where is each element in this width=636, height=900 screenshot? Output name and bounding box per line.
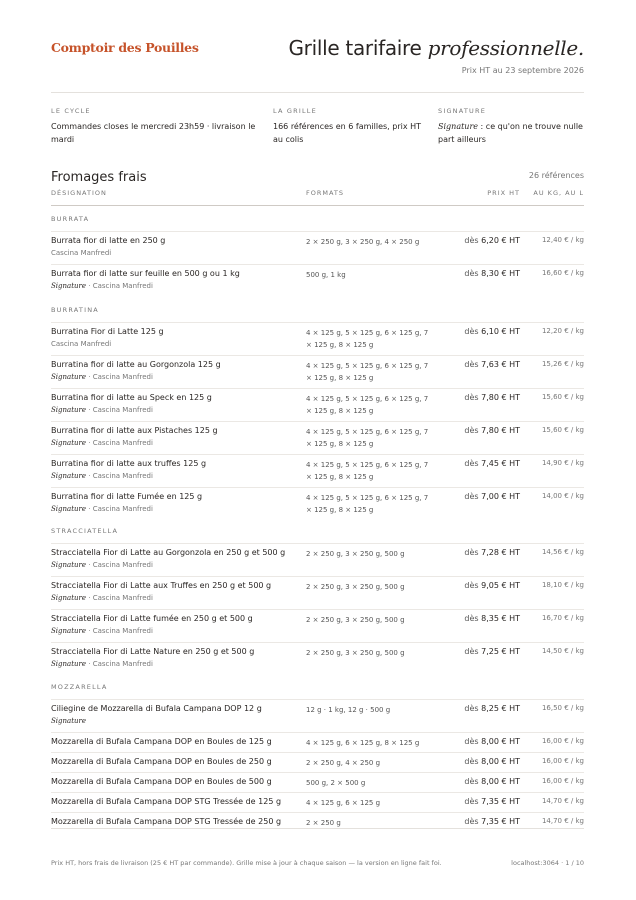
product-formats: 500 g, 1 kg	[306, 271, 346, 279]
info-cycle-label: LE CYCLE	[51, 107, 91, 115]
info-grid-value: 166 références en 6 familles, prix HT au colis	[273, 122, 422, 144]
table-row	[51, 699, 584, 733]
product-formats: 2 × 250 g, 3 × 250 g, 500 g	[306, 550, 405, 558]
title-regular: Grille tarifaire	[288, 36, 422, 60]
price-per-kg: 14,70 € / kg	[541, 797, 584, 805]
signature-desc: : ce qu'on ne trouve nulle part ailleurs	[438, 122, 583, 144]
product-name: Burratina fior di latte aux truffes 125 g	[51, 459, 207, 468]
price-per-kg: 12,20 € / kg	[541, 327, 584, 335]
price-prefix: dès	[464, 777, 479, 786]
signature-tag: Signature	[51, 717, 87, 725]
table-row	[51, 355, 584, 389]
product-meta	[51, 406, 153, 414]
product-name: Burratina fior di latte au Gorgonzola 125 g	[51, 360, 221, 369]
price-value: 9,05 € HT	[481, 581, 520, 590]
product-name: Stracciatella Fior di Latte fumée en 250 g et 500 g	[51, 614, 253, 623]
table-row	[51, 609, 584, 643]
price-per-kg: 16,70 € / kg	[541, 614, 584, 622]
col-per-kg: AU KG, AU L	[533, 189, 584, 197]
col-price: PRIX HT	[487, 189, 520, 197]
price-value: 8,00 € HT	[481, 777, 520, 786]
product-name: Mozzarella di Bufala Campana DOP en Boules de 125 g	[51, 737, 272, 746]
product-meta	[51, 340, 111, 348]
product-name: Burratina fior di latte au Speck en 125 g	[51, 393, 212, 402]
product-price	[464, 581, 520, 590]
page-title	[288, 36, 584, 60]
info-signature-label: SIGNATURE	[438, 107, 487, 115]
info-cycle	[51, 105, 261, 146]
section-title: Fromages frais	[51, 170, 147, 185]
product-formats: 4 × 125 g, 5 × 125 g, 6 × 125 g, 7 × 125 g, 8 × 125 g	[306, 395, 429, 415]
price-prefix: dès	[464, 797, 479, 806]
price-prefix: dès	[464, 236, 479, 245]
table-row	[51, 421, 584, 455]
product-formats: 4 × 125 g, 6 × 125 g, 8 × 125 g	[306, 739, 420, 747]
product-formats: 2 × 250 g, 4 × 250 g	[306, 759, 381, 767]
meta-separator: ·	[86, 406, 93, 414]
price-prefix: dès	[464, 492, 479, 501]
producer-name: Cascina Manfredi	[92, 505, 153, 513]
product-formats: 4 × 125 g, 6 × 125 g	[306, 799, 381, 807]
product-price	[464, 777, 520, 786]
product-name: Mozzarella di Bufala Campana DOP STG Tressée de 250 g	[51, 817, 282, 826]
price-value: 7,45 € HT	[481, 459, 520, 468]
price-list-page	[51, 0, 584, 900]
price-per-kg: 15,60 € / kg	[541, 393, 584, 401]
product-meta	[51, 439, 153, 447]
price-per-kg: 16,00 € / kg	[541, 757, 584, 765]
price-prefix: dès	[464, 459, 479, 468]
product-meta	[51, 373, 153, 381]
signature-tag: Signature	[51, 505, 87, 513]
product-price	[464, 236, 520, 245]
table-row	[51, 642, 584, 676]
price-value: 7,00 € HT	[481, 492, 520, 501]
col-formats: FORMATS	[306, 189, 345, 197]
product-meta	[51, 505, 153, 513]
signature-tag: Signature	[51, 373, 87, 381]
meta-separator: ·	[86, 561, 93, 569]
product-name: Mozzarella di Bufala Campana DOP en Boules de 500 g	[51, 777, 272, 786]
price-value: 7,35 € HT	[481, 817, 520, 826]
product-price	[464, 492, 520, 501]
info-grid-label: LA GRILLE	[273, 107, 317, 115]
table-row	[51, 454, 584, 488]
product-price	[464, 393, 520, 402]
price-per-kg: 16,00 € / kg	[541, 737, 584, 745]
price-per-kg: 15,26 € / kg	[541, 360, 584, 368]
table-row	[51, 388, 584, 422]
product-formats: 2 × 250 g, 3 × 250 g, 4 × 250 g	[306, 238, 420, 246]
table-row	[51, 792, 584, 813]
producer-name: Cascina Manfredi	[92, 594, 153, 602]
product-formats: 4 × 125 g, 5 × 125 g, 6 × 125 g, 7 × 125 g, 8 × 125 g	[306, 362, 429, 382]
product-name: Burratina fior di latte aux Pistaches 125 g	[51, 426, 218, 435]
product-name: Mozzarella di Bufala Campana DOP STG Tressée de 125 g	[51, 797, 282, 806]
product-price	[464, 459, 520, 468]
price-value: 8,00 € HT	[481, 757, 520, 766]
product-price	[464, 757, 520, 766]
product-meta	[51, 717, 86, 725]
product-meta	[51, 660, 153, 668]
page-number: localhost:3064 · 1 / 10	[511, 859, 584, 867]
signature-tag: Signature	[51, 594, 87, 602]
product-name: Stracciatella Fior di Latte Nature en 250 g et 500 g	[51, 647, 255, 656]
producer-name: Cascina Manfredi	[92, 472, 153, 480]
product-formats: 500 g, 2 × 500 g	[306, 779, 366, 787]
info-signature	[438, 105, 584, 146]
signature-tag: Signature	[51, 406, 87, 414]
table-bottom-divider	[51, 828, 584, 829]
meta-separator: ·	[86, 373, 93, 381]
signature-tag: Signature	[51, 472, 87, 480]
price-prefix: dès	[464, 548, 479, 557]
signature-tag: Signature	[51, 627, 87, 635]
price-per-kg: 14,56 € / kg	[541, 548, 584, 556]
producer-name: Cascina Manfredi	[51, 340, 112, 348]
price-per-kg: 16,50 € / kg	[541, 704, 584, 712]
price-prefix: dès	[464, 614, 479, 623]
product-price	[464, 614, 520, 623]
product-meta	[51, 282, 153, 290]
price-value: 7,25 € HT	[481, 647, 520, 656]
signature-tag: Signature	[51, 660, 87, 668]
product-name: Ciliegine de Mozzarella di Bufala Campana DOP 12 g	[51, 704, 262, 713]
product-price	[464, 797, 520, 806]
price-per-kg: 18,10 € / kg	[541, 581, 584, 589]
price-value: 8,25 € HT	[481, 704, 520, 713]
price-value: 8,30 € HT	[481, 269, 520, 278]
info-signature-value	[438, 121, 584, 146]
meta-separator: ·	[86, 439, 93, 447]
price-prefix: dès	[464, 426, 479, 435]
table-row	[51, 732, 584, 753]
header-divider	[51, 92, 584, 93]
price-prefix: dès	[464, 647, 479, 656]
price-per-kg: 14,00 € / kg	[541, 492, 584, 500]
brand-logo: Comptoir des Pouilles	[51, 40, 199, 55]
product-price	[464, 360, 520, 369]
price-prefix: dès	[464, 817, 479, 826]
section-count: 26 références	[528, 171, 584, 180]
product-name: Burratina fior di latte Fumée en 125 g	[51, 492, 203, 501]
table-row	[51, 322, 584, 356]
category-label: BURRATA	[51, 215, 90, 223]
title-italic: professionnelle.	[427, 36, 584, 60]
signature-word: Signature	[438, 122, 479, 131]
product-name: Stracciatella Fior di Latte aux Truffes en 250 g et 500 g	[51, 581, 272, 590]
product-meta	[51, 627, 153, 635]
price-prefix: dès	[464, 757, 479, 766]
info-grid	[273, 105, 425, 146]
price-per-kg: 14,90 € / kg	[541, 459, 584, 467]
product-formats: 2 × 250 g, 3 × 250 g, 500 g	[306, 649, 405, 657]
col-designation: DÉSIGNATION	[51, 189, 107, 197]
signature-tag: Signature	[51, 561, 87, 569]
price-per-kg: 15,60 € / kg	[541, 426, 584, 434]
price-value: 8,35 € HT	[481, 614, 520, 623]
product-formats: 4 × 125 g, 5 × 125 g, 6 × 125 g, 7 × 125 g, 8 × 125 g	[306, 329, 429, 349]
meta-separator: ·	[86, 660, 93, 668]
product-formats: 2 × 250 g, 3 × 250 g, 500 g	[306, 583, 405, 591]
product-price	[464, 327, 520, 336]
product-name: Mozzarella di Bufala Campana DOP en Boules de 250 g	[51, 757, 272, 766]
price-prefix: dès	[464, 581, 479, 590]
product-meta	[51, 472, 153, 480]
product-price	[464, 647, 520, 656]
price-per-kg: 16,60 € / kg	[541, 269, 584, 277]
price-per-kg: 14,50 € / kg	[541, 647, 584, 655]
signature-tag: Signature	[51, 439, 87, 447]
price-prefix: dès	[464, 360, 479, 369]
producer-name: Cascina Manfredi	[51, 249, 112, 257]
price-value: 7,80 € HT	[481, 393, 520, 402]
product-meta	[51, 561, 153, 569]
product-price	[464, 548, 520, 557]
signature-tag: Signature	[51, 282, 87, 290]
category-label: BURRATINA	[51, 306, 99, 314]
table-row	[51, 487, 584, 521]
info-cycle-value: Commandes closes le mercredi 23h59 · livraison le mardi	[51, 122, 256, 144]
product-formats: 2 × 250 g, 3 × 250 g, 500 g	[306, 616, 405, 624]
category-label: STRACCIATELLA	[51, 527, 119, 535]
table-row	[51, 772, 584, 793]
product-price	[464, 269, 520, 278]
price-prefix: dès	[464, 327, 479, 336]
product-formats: 4 × 125 g, 5 × 125 g, 6 × 125 g, 7 × 125 g, 8 × 125 g	[306, 428, 429, 448]
product-formats: 4 × 125 g, 5 × 125 g, 6 × 125 g, 7 × 125 g, 8 × 125 g	[306, 461, 429, 481]
product-formats: 2 × 250 g	[306, 819, 341, 827]
price-value: 7,28 € HT	[481, 548, 520, 557]
product-meta	[51, 594, 153, 602]
product-formats: 4 × 125 g, 5 × 125 g, 6 × 125 g, 7 × 125 g, 8 × 125 g	[306, 494, 429, 514]
product-name: Stracciatella Fior di Latte au Gorgonzola en 250 g et 500 g	[51, 548, 286, 557]
table-row	[51, 752, 584, 773]
product-name: Burrata fior di latte en 250 g	[51, 236, 166, 245]
footer-note: Prix HT, hors frais de livraison (25 € HT par commande). Grille mise à jour à chaque saison — la version en ligne fait foi.	[51, 859, 442, 867]
table-row	[51, 231, 584, 265]
table-row	[51, 812, 584, 833]
page-subtitle: Prix HT au 23 septembre 2026	[461, 66, 584, 75]
price-per-kg: 14,70 € / kg	[541, 817, 584, 825]
price-prefix: dès	[464, 704, 479, 713]
producer-name: Cascina Manfredi	[92, 627, 153, 635]
price-prefix: dès	[464, 269, 479, 278]
price-value: 7,80 € HT	[481, 426, 520, 435]
producer-name: Cascina Manfredi	[92, 373, 153, 381]
producer-name: Cascina Manfredi	[92, 406, 153, 414]
price-per-kg: 12,40 € / kg	[541, 236, 584, 244]
product-name: Burratina Fior di Latte 125 g	[51, 327, 164, 336]
price-prefix: dès	[464, 737, 479, 746]
price-value: 6,10 € HT	[481, 327, 520, 336]
product-price	[464, 737, 520, 746]
price-prefix: dès	[464, 393, 479, 402]
product-meta	[51, 249, 111, 257]
price-value: 8,00 € HT	[481, 737, 520, 746]
producer-name: Cascina Manfredi	[92, 282, 153, 290]
producer-name: Cascina Manfredi	[92, 561, 153, 569]
meta-separator: ·	[86, 282, 93, 290]
price-value: 7,63 € HT	[481, 360, 520, 369]
product-price	[464, 426, 520, 435]
table-row	[51, 576, 584, 610]
meta-separator: ·	[86, 472, 93, 480]
product-price	[464, 817, 520, 826]
meta-separator: ·	[86, 627, 93, 635]
product-formats: 12 g · 1 kg, 12 g · 500 g	[306, 706, 391, 714]
table-row	[51, 264, 584, 298]
price-value: 6,20 € HT	[481, 236, 520, 245]
category-label: MOZZARELLA	[51, 683, 108, 691]
table-header-divider	[51, 205, 584, 206]
meta-separator: ·	[86, 505, 93, 513]
table-row	[51, 543, 584, 577]
product-name: Burrata fior di latte sur feuille en 500 g ou 1 kg	[51, 269, 240, 278]
price-value: 7,35 € HT	[481, 797, 520, 806]
producer-name: Cascina Manfredi	[92, 439, 153, 447]
producer-name: Cascina Manfredi	[92, 660, 153, 668]
meta-separator: ·	[86, 594, 93, 602]
product-price	[464, 704, 520, 713]
price-per-kg: 16,00 € / kg	[541, 777, 584, 785]
